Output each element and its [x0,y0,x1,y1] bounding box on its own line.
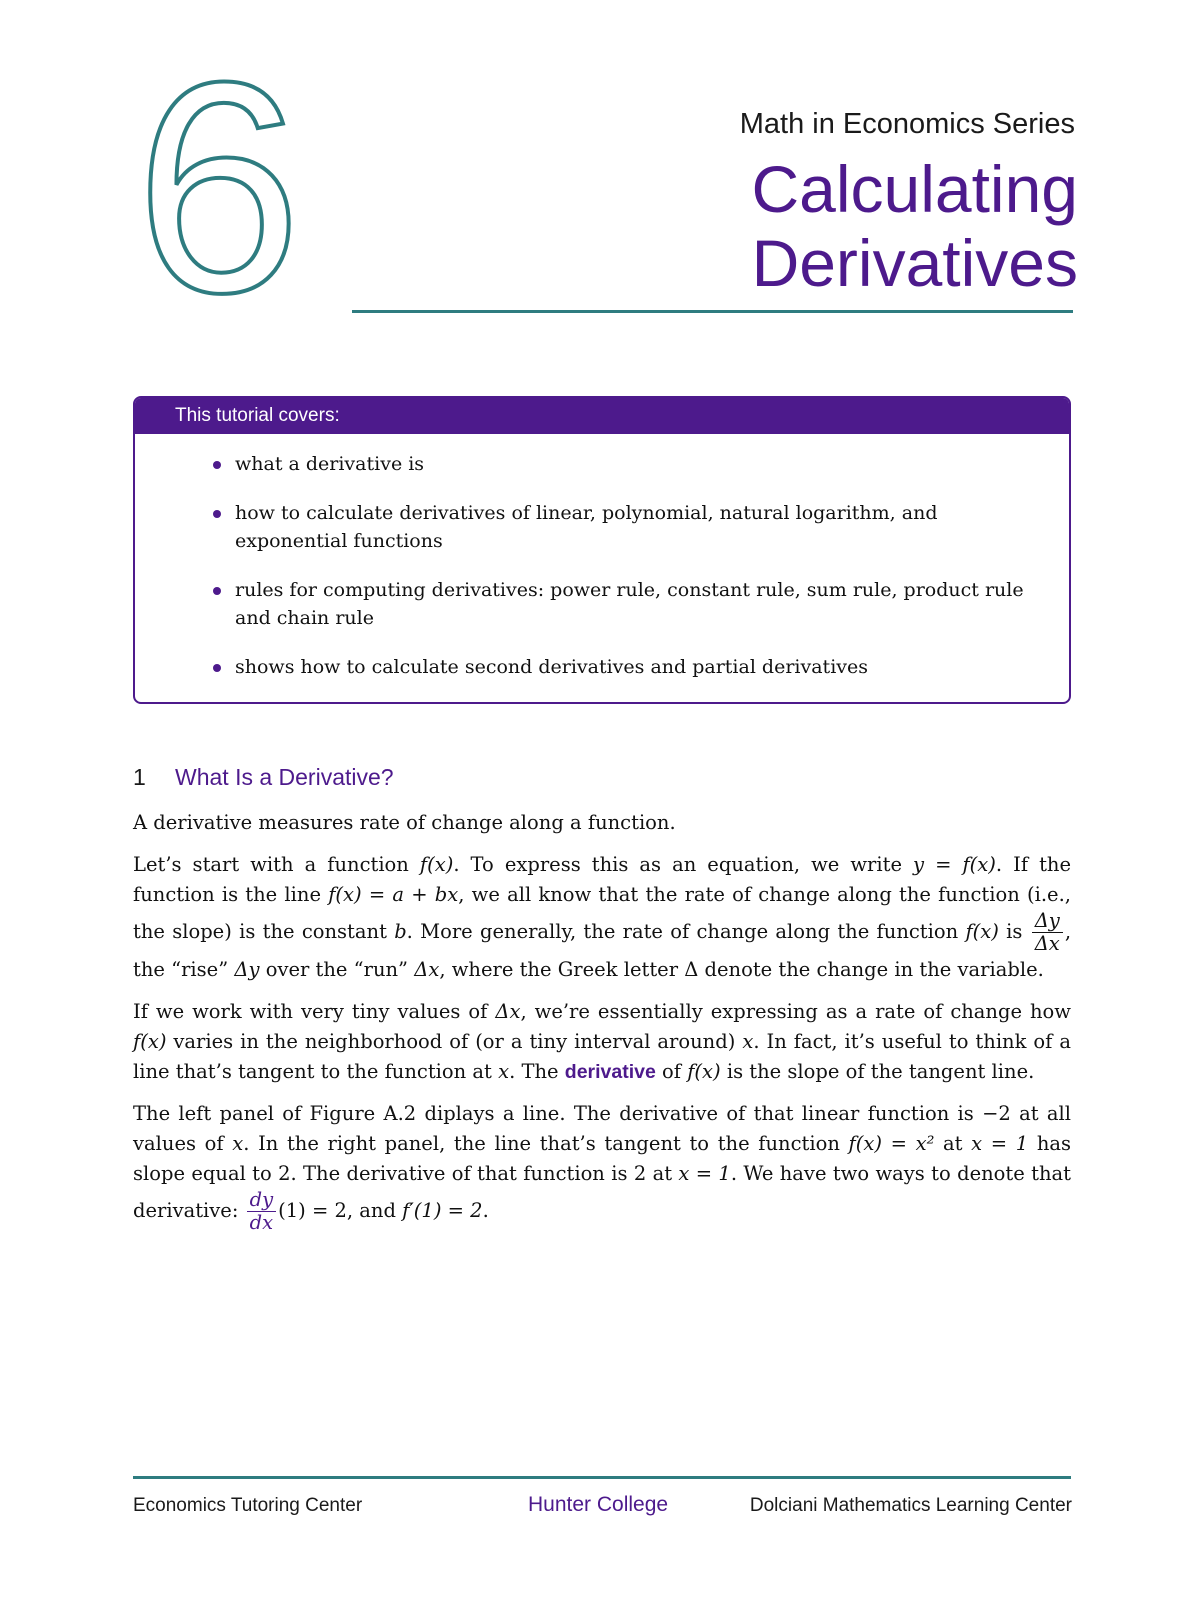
math-value: −2 [982,1102,1011,1125]
fraction-numerator: Δy [1032,910,1063,933]
series-title: Math in Economics Series [739,108,1075,140]
covers-item: shows how to calculate second derivatives and partial derivatives [235,653,1029,681]
text: Let’s start with a function [133,853,420,876]
text: over the “run” [259,958,415,981]
text: . [482,1199,489,1222]
math-fx: f(x) [687,1060,721,1083]
covers-box [133,396,1071,704]
paragraph-4 [133,1099,1071,1234]
chapter-number: 6 [135,19,302,355]
text: is [998,920,1030,943]
paragraph-3 [133,997,1071,1087]
covers-item: rules for computing derivatives: power rule, constant rule, sum rule, product rule and chain rule [235,576,1029,632]
math-delta-x: Δx [414,958,440,981]
covers-item: how to calculate derivatives of linear, polynomial, natural logarithm, and exponential functions [235,499,1029,555]
footer-rule [133,1476,1071,1479]
keyword-derivative: derivative [564,1061,656,1083]
math-line: f(x) = a + bx [328,883,459,906]
text: . To express this as an equation, we write [453,853,914,876]
text: has slope equal to 2. The derivative of that function is 2 at [133,1132,1072,1185]
text: varies in the neighborhood of (or a tiny interval around) [166,1030,743,1053]
section-title: What Is a Derivative? [175,764,394,790]
text: , we’re essentially expressing as a rate of change how [520,1000,1071,1023]
text: at all values of [133,1102,1071,1155]
text: . In fact, it’s useful to think of a line that’s tangent to the function at [133,1030,1071,1083]
math-b: b [394,920,407,943]
math-f-prime: f′(1) = 2 [402,1199,483,1222]
math-delta-y: Δy [234,958,260,981]
fraction-denominator: Δx [1034,932,1060,955]
text: of [655,1060,688,1083]
text: , the “rise” [133,920,1072,981]
text: If we work with very tiny values of [133,1000,496,1023]
fraction-denominator: dx [249,1211,274,1234]
fraction-numerator: dy [247,1189,277,1212]
text: . The [509,1060,565,1083]
fraction-dy-dx [1032,910,1063,955]
text: is the slope of the tangent line. [720,1060,1035,1083]
math-fx: f(x) [133,1030,167,1053]
footer-left: Economics Tutoring Center [133,1495,363,1516]
title-line-2: Derivatives [751,226,1078,300]
section-heading [133,764,394,791]
page-title [751,152,1078,300]
math-x: x [232,1132,244,1155]
covers-list [135,434,1069,681]
math-x: x [498,1060,510,1083]
text: . More generally, the rate of change along the function [406,920,966,943]
math-x-equals-1: x = 1 [971,1132,1029,1155]
fraction-dy-over-dx [247,1189,277,1234]
paragraph-2 [133,850,1071,985]
math-x: x [742,1030,754,1053]
text: , where the Greek letter Δ denote the change in the variable. [439,958,1044,981]
math-equation: y = f(x) [913,853,996,876]
section-body [133,808,1071,1246]
text: . We have two ways to denote that derivative: [133,1162,1071,1222]
math-fx-squared: f(x) = x² [848,1132,935,1155]
paragraph-1: A derivative measures rate of change along a function. [133,811,676,834]
footer-right: Dolciani Mathematics Learning Center [749,1495,1072,1516]
section-number: 1 [133,764,146,790]
math-x-equals-1: x = 1 [678,1162,731,1185]
title-line-1: Calculating [751,152,1078,226]
math-delta-x: Δx [495,1000,521,1023]
math-fx: f(x) [419,853,454,876]
title-rule [352,310,1073,313]
covers-item: what a derivative is [235,450,1029,478]
text: The left panel of Figure A.2 diplays a line. The derivative of that linear function is [133,1102,983,1125]
math-fx: f(x) [965,920,999,943]
text: at [934,1132,972,1155]
math-text: (1) = 2, and [278,1199,403,1222]
text: , we all know that the rate of change along the function (i.e., the slope) is the constant [133,883,1071,943]
text: . In the right panel, the line that’s tangent to the function [243,1132,849,1155]
text: . If the function is the line [133,853,1072,906]
covers-box-heading: This tutorial covers: [135,398,1069,434]
footer-center: Hunter College [528,1493,669,1516]
